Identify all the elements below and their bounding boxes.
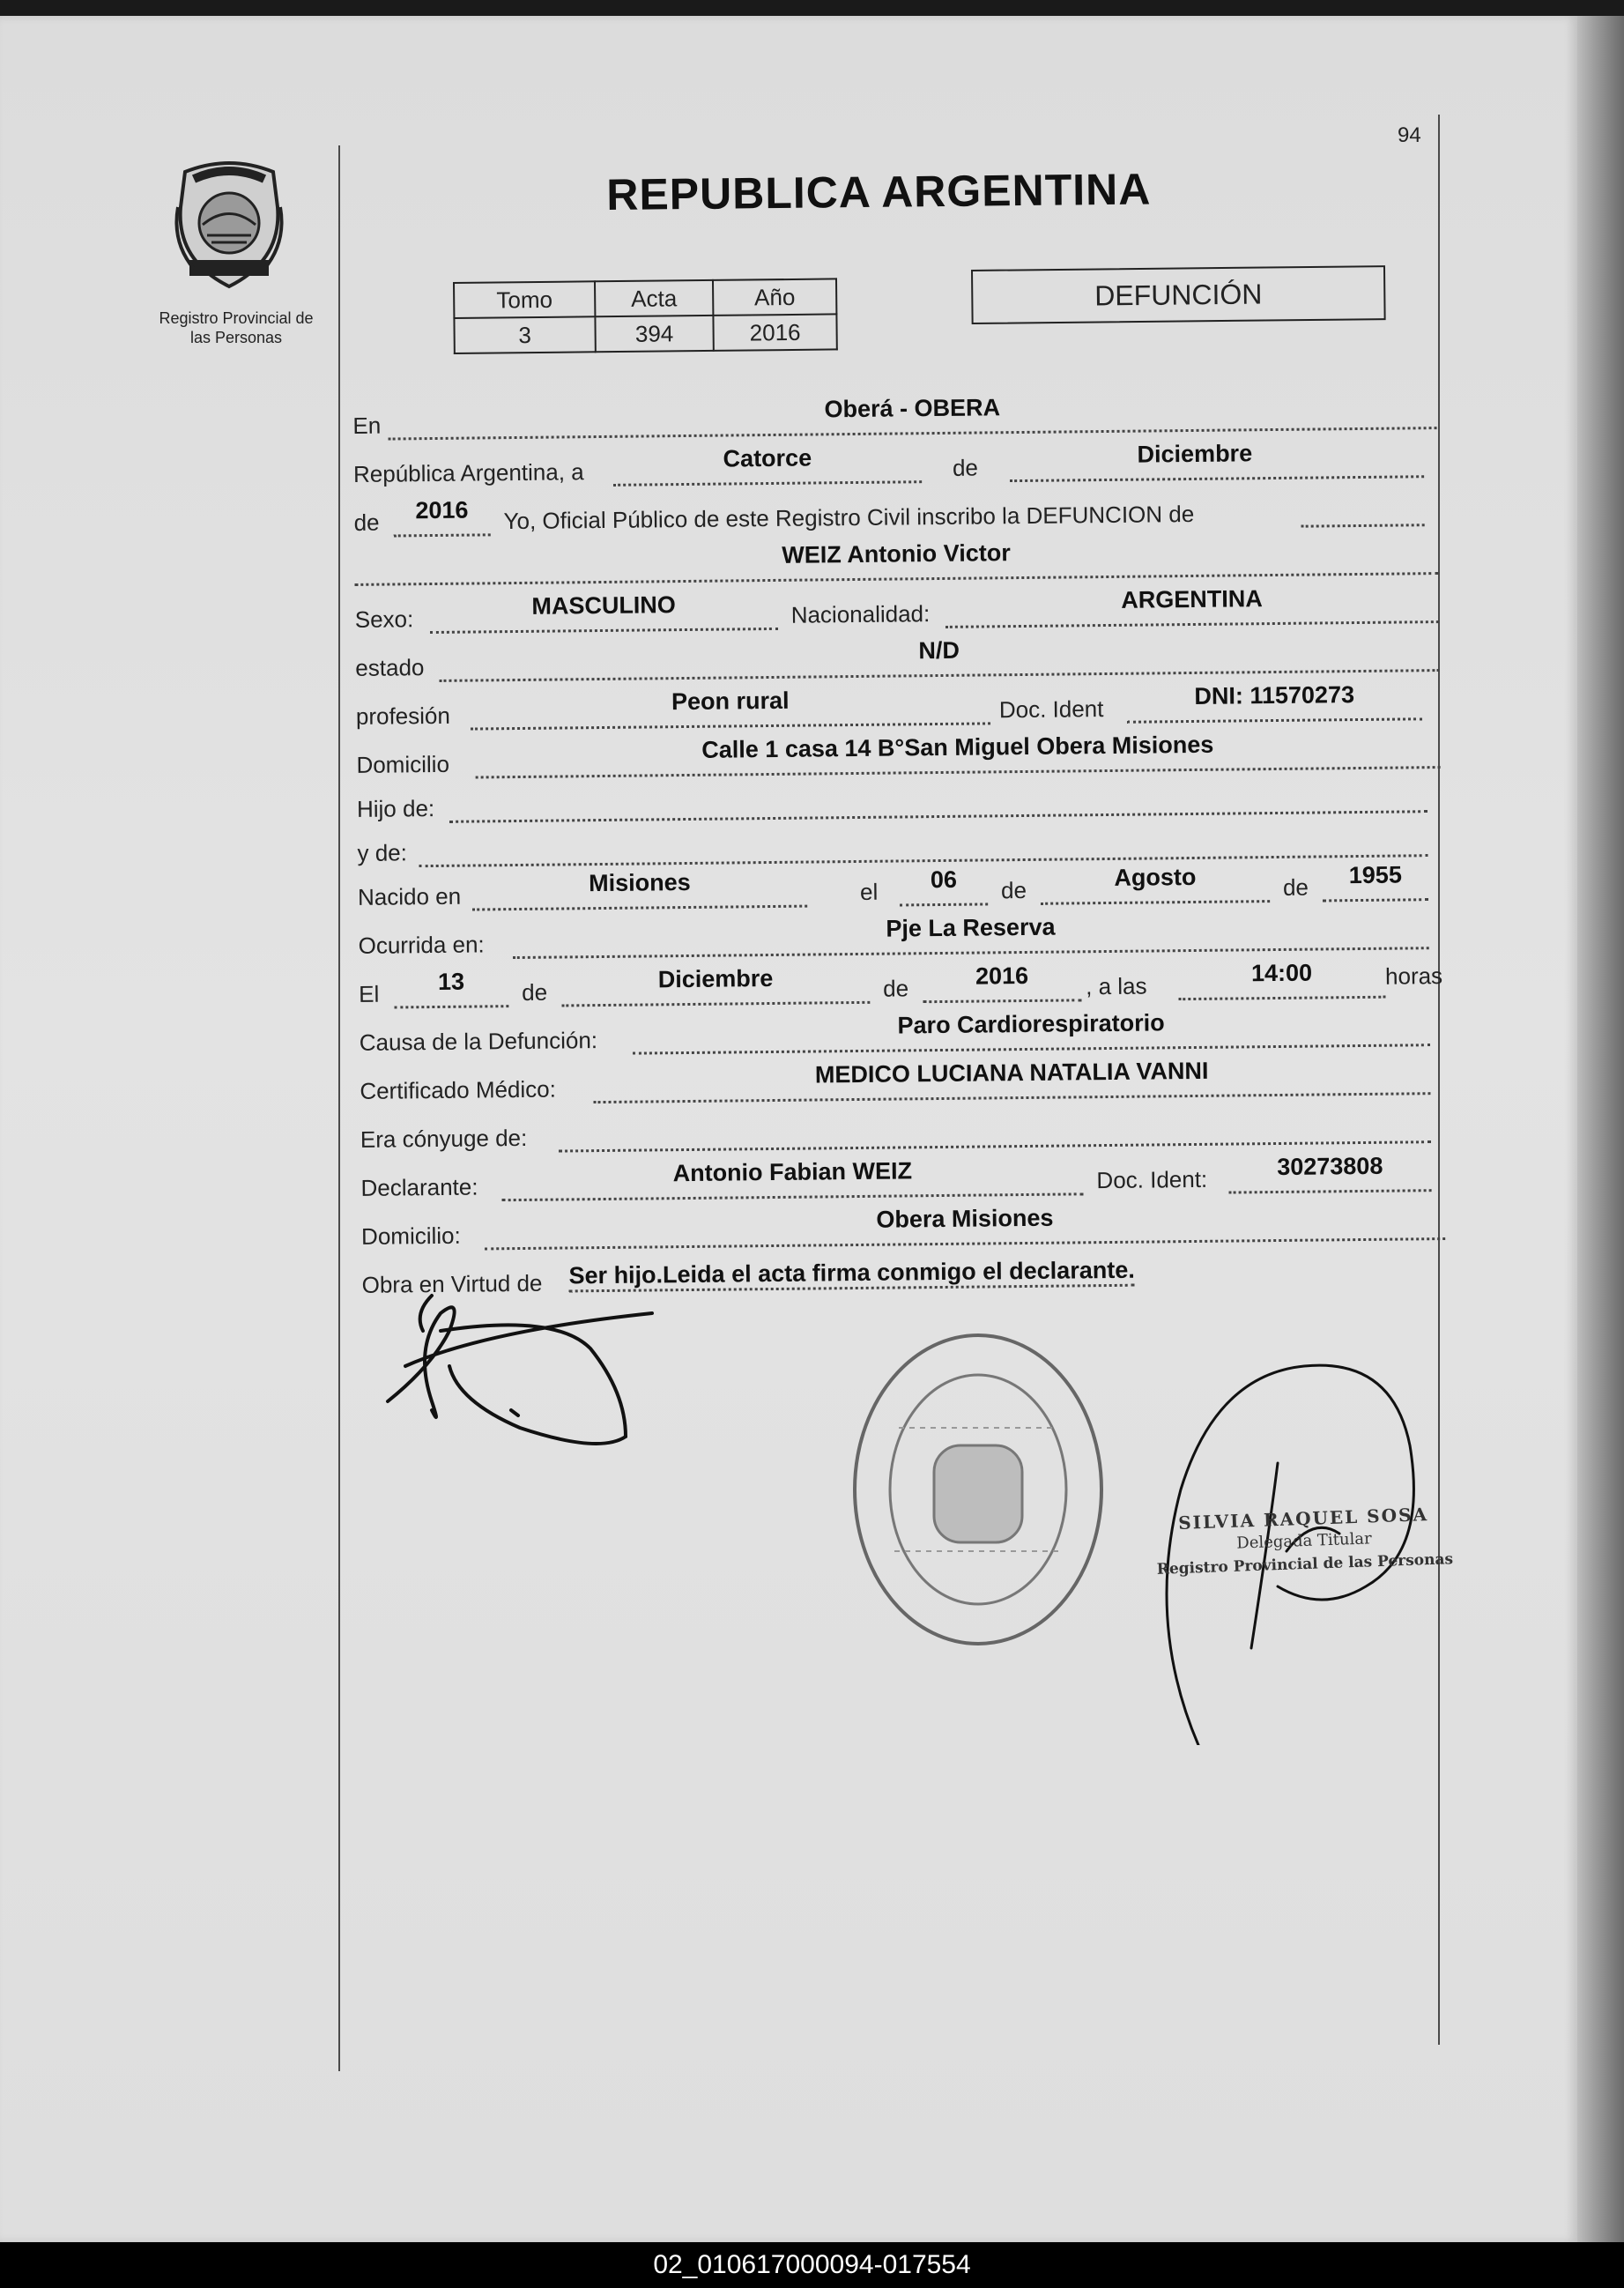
field-nac-dia: 06	[930, 865, 958, 894]
field-mes: Diciembre	[1137, 440, 1253, 468]
record-type-box: DEFUNCIÓN	[971, 265, 1386, 324]
label-declarante: Declarante:	[360, 1173, 478, 1201]
label-y-de: y de:	[357, 839, 408, 866]
page-title: REPUBLICA ARGENTINA	[606, 164, 1152, 219]
field-causa: Paro Cardiorespiratorio	[897, 1009, 1165, 1039]
acta-value-acta: 394	[595, 316, 713, 352]
page-number: 94	[1398, 123, 1421, 147]
field-localidad: Oberá - OBERA	[824, 394, 1001, 423]
acta-table	[453, 278, 838, 354]
label-domicilio-declarante: Domicilio:	[360, 1222, 461, 1250]
acta-value-row	[454, 314, 836, 353]
field-def-dia: 13	[437, 968, 465, 995]
official-title: Delegada Titular	[1235, 1529, 1373, 1553]
field-obra: Ser hijo.Leida el acta firma conmigo el declarante.	[568, 1257, 1135, 1293]
field-profesion: Peon rural	[671, 687, 790, 716]
official-registry: Registro Provincial de las Personas	[1156, 1550, 1454, 1579]
label-de-def-mes: de	[522, 978, 548, 1006]
label-estado: estado	[355, 654, 425, 681]
label-nacido-en: Nacido en	[357, 882, 462, 910]
field-nac-mes: Agosto	[1114, 863, 1197, 891]
label-doc-ident: Doc. Ident	[998, 695, 1104, 724]
field-conyuge	[559, 1103, 1431, 1112]
field-ocurrida-en: Pje La Reserva	[886, 913, 1056, 942]
label-certificado: Certificado Médico:	[360, 1075, 557, 1104]
label-en: En	[352, 412, 382, 439]
official-block	[1153, 1502, 1456, 1581]
label-sexo: Sexo:	[354, 605, 414, 633]
label-yo: Yo, Oficial Público de este Registro Civil inscribo la DEFUNCION de	[503, 500, 1195, 535]
field-declarante: Antonio Fabian WEIZ	[672, 1157, 913, 1187]
field-dia: Catorce	[723, 444, 812, 472]
left-margin-rule	[338, 145, 340, 2071]
label-ocurrida-en: Ocurrida en:	[358, 931, 485, 959]
field-certificado: MEDICO LUCIANA NATALIA VANNI	[814, 1057, 1209, 1088]
label-el-defuncion: El	[359, 980, 380, 1007]
field-domicilio: Calle 1 casa 14 B°San Miguel Obera Misiones	[701, 731, 1214, 763]
field-nac-anio: 1955	[1348, 861, 1403, 889]
label-doc-ident-declarante: Doc. Ident:	[1096, 1165, 1208, 1194]
declarant-signature	[379, 1278, 661, 1472]
field-def-anio: 2016	[975, 962, 1029, 990]
label-de-nac-mes: de	[1000, 876, 1027, 904]
label-a-las: , a las	[1086, 972, 1147, 1000]
field-declarante-dom: Obera Misiones	[876, 1204, 1054, 1233]
acta-value-tomo: 3	[454, 316, 595, 353]
label-conyuge: Era cónyuge de:	[360, 1124, 528, 1153]
registry-name-line1: Registro Provincial de	[159, 309, 314, 327]
field-conyuge-line	[559, 1112, 1431, 1152]
field-estado: N/D	[918, 636, 960, 665]
label-de-mes: de	[952, 454, 979, 481]
acta-value-anio: 2016	[713, 314, 836, 350]
field-hijo-de-line	[449, 782, 1427, 823]
acta-header-anio: Año	[713, 279, 836, 315]
label-nacionalidad: Nacionalidad:	[790, 600, 931, 628]
field-nacido-en: Misiones	[588, 868, 691, 897]
label-obra: Obra en Virtud de	[361, 1269, 543, 1298]
field-yo-line	[1301, 495, 1424, 527]
field-def-hora: 14:00	[1250, 959, 1313, 987]
label-republica: República Argentina, a	[352, 458, 584, 487]
label-domicilio: Domicilio	[356, 750, 450, 778]
field-declarante-doc: 30273808	[1277, 1152, 1383, 1181]
acta-header-acta: Acta	[595, 280, 713, 316]
scan-footer-id: 02_010617000094-017554	[0, 2242, 1624, 2288]
field-sexo: MASCULINO	[531, 591, 677, 620]
registry-name	[139, 308, 333, 347]
label-hijo-de: Hijo de:	[356, 794, 435, 822]
death-record-form	[348, 376, 1459, 1322]
label-de-def-anio: de	[883, 975, 909, 1002]
field-doc: DNI: 11570273	[1194, 681, 1355, 709]
label-causa: Causa de la Defunción:	[359, 1027, 598, 1056]
registry-name-line2: las Personas	[189, 329, 283, 346]
label-horas: horas	[1384, 962, 1443, 990]
field-def-mes: Diciembre	[657, 964, 774, 993]
province-seal-icon	[167, 154, 291, 295]
label-de-anio: de	[353, 509, 380, 536]
field-anio: 2016	[415, 496, 469, 524]
acta-header-tomo: Tomo	[454, 281, 595, 318]
official-stamp	[846, 1322, 1110, 1657]
page-stack-edge	[1577, 16, 1624, 2242]
field-nacionalidad: ARGENTINA	[1121, 585, 1263, 613]
field-nombre: WEIZ Antonio Victor	[782, 539, 1011, 568]
field-y-de-line	[419, 826, 1427, 867]
label-profesion: profesión	[355, 702, 451, 730]
official-name: SILVIA RAQUEL SOSA	[1177, 1504, 1429, 1534]
acta-header-row	[454, 279, 836, 318]
label-de-nac-anio: de	[1282, 873, 1309, 901]
label-el: el	[859, 878, 879, 905]
